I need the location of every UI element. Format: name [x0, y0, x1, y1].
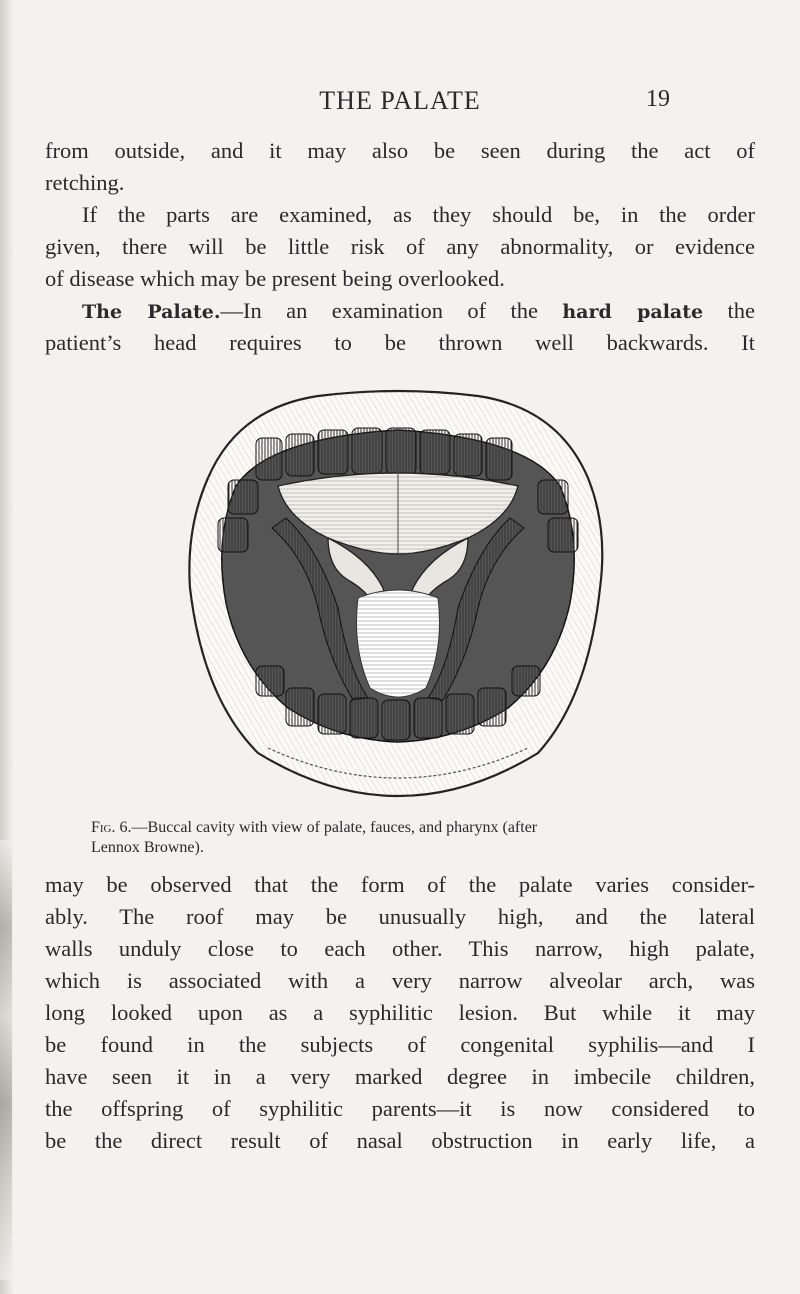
- text-fragment: the: [703, 298, 755, 323]
- text-line: have seen it in a very marked degree in imbecile children,: [45, 1064, 755, 1089]
- text-line: be found in the subjects of congenital syphilis—and I: [45, 1032, 755, 1057]
- paragraph-bottom: [45, 869, 755, 1157]
- running-title: THE PALATE: [319, 86, 481, 115]
- text-line: the offspring of syphilitic parents—it is now considered to: [45, 1096, 755, 1121]
- figure-caption: [91, 818, 731, 858]
- text-line: [45, 295, 755, 327]
- keyword-hard-palate: hard palate: [562, 301, 704, 323]
- text-line: from outside, and it may also be seen during the act of: [45, 138, 755, 163]
- caption-text: Lennox Browne).: [91, 839, 204, 856]
- run-in-heading: The Palate.: [82, 301, 221, 323]
- text-line: be the direct result of nasal obstruction in early life, a: [45, 1128, 755, 1153]
- text-line: walls unduly close to each other. This narrow, high palate,: [45, 936, 755, 961]
- buccal-cavity-illustration: [168, 368, 628, 808]
- text-fragment: —In an examination of the: [220, 298, 563, 323]
- text-line: may be observed that the form of the palate varies consider-: [45, 872, 755, 897]
- text-line: long looked upon as a syphilitic lesion. But while it may: [45, 1000, 755, 1025]
- text-line: retching.: [45, 170, 125, 195]
- figure-label: Fig. 6.: [91, 819, 132, 836]
- page-edge-marks: [0, 840, 12, 1280]
- caption-text: —Buccal cavity with view of palate, fauces, and pharynx (after: [131, 819, 538, 836]
- text-line: of disease which may be present being overlooked.: [45, 266, 505, 291]
- text-line: If the parts are examined, as they should be, in the order: [82, 202, 755, 227]
- text-line: ably. The roof may be unusually high, and the lateral: [45, 904, 755, 929]
- running-head: [0, 86, 800, 120]
- text-line: patient’s head requires to be thrown well backwards. It: [45, 330, 755, 355]
- page-number: 19: [646, 86, 670, 112]
- text-line: which is associated with a very narrow alveolar arch, was: [45, 968, 755, 993]
- paragraph-top: [45, 135, 755, 359]
- pharynx: [357, 590, 440, 697]
- text-line: given, there will be little risk of any abnormality, or evidence: [45, 234, 755, 259]
